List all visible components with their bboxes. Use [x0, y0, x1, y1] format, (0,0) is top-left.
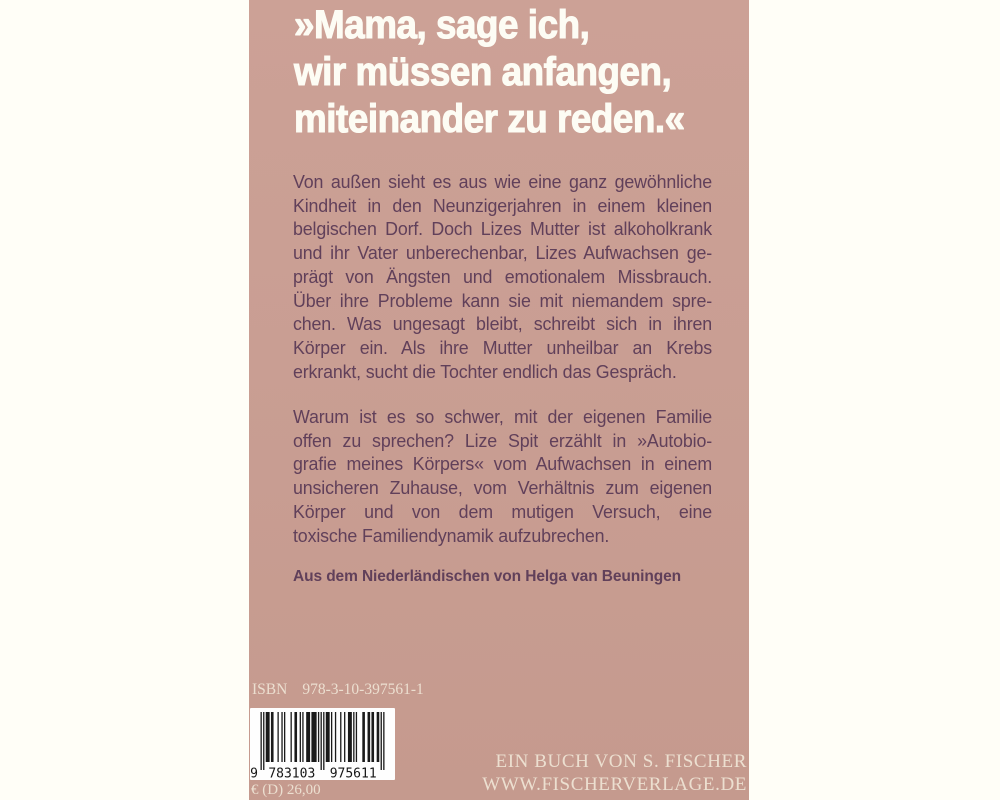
blurb-line: Warum ist es so schwer, mit der eigenen Familie [293, 406, 713, 427]
blurb-line: chen. Was ungesagt bleibt, schreibt sich in ihren [293, 313, 713, 335]
ean13-barcode [250, 708, 395, 780]
blurb-line: Kindheit in den Neunzigerjahren in einem kleinen [293, 194, 713, 216]
svg-text:9: 9 [250, 766, 258, 780]
svg-text:975611: 975611 [329, 766, 377, 780]
headline-line: »Mama, sage ich, [294, 3, 590, 47]
barcode-box [250, 708, 395, 780]
back-cover [249, 0, 749, 800]
isbn-label: ISBN [252, 681, 288, 698]
blurb-line: Körper ein. Als ihre Mutter unheilbar an Krebs [293, 336, 713, 358]
blurb-line: offen zu sprechen? Lize Spit erzählt in »Autobio- [293, 429, 713, 451]
translator-credit: Aus dem Niederländischen von Helga van Beuningen [293, 568, 681, 585]
blurb-line: unsicheren Zuhause, vom Verhältnis zum eigenen [293, 477, 713, 499]
blurb-line: und ihr Vater unberechenbar, Lizes Aufwachsen ge- [293, 242, 713, 264]
publisher-website-line: WWW.FISCHERVERLAGE.DE [482, 773, 747, 795]
blurb-line: prägt von Ängsten und emotionalem Missbrauch. [293, 265, 713, 287]
price-label: € (D) 26,00 [251, 782, 321, 798]
publisher-imprint-line: EIN BUCH VON S. FISCHER [495, 751, 747, 772]
publisher-footer [482, 751, 747, 796]
svg-text:783103: 783103 [268, 766, 316, 780]
blurb-line: belgischen Dorf. Doch Lizes Mutter ist alkoholkrank [293, 218, 713, 240]
blurb-line: Über ihre Probleme kann sie mit niemandem spre- [293, 289, 713, 311]
blurb-line: Von außen sieht es aus wie eine ganz gewöhnliche [293, 171, 713, 192]
headline-line: wir müssen anfangen, [294, 50, 672, 94]
isbn-line [252, 681, 424, 699]
headline-line: miteinander zu reden.« [294, 97, 685, 141]
headline-quote [294, 2, 726, 143]
blurb-paragraph-1 [293, 170, 712, 383]
blurb-paragraph-2 [293, 405, 712, 547]
blurb-line: grafie meines Körpers« vom Aufwachsen in einem [293, 453, 713, 475]
isbn-number: 978-3-10-397561-1 [302, 681, 424, 698]
blurb-line: Körper und von dem mutigen Versuch, eine [293, 500, 713, 522]
blurb-line: toxische Familiendynamik aufzubrechen. [293, 524, 610, 546]
blurb-line: erkrankt, sucht die Tochter endlich das Gespräch. [293, 360, 677, 382]
